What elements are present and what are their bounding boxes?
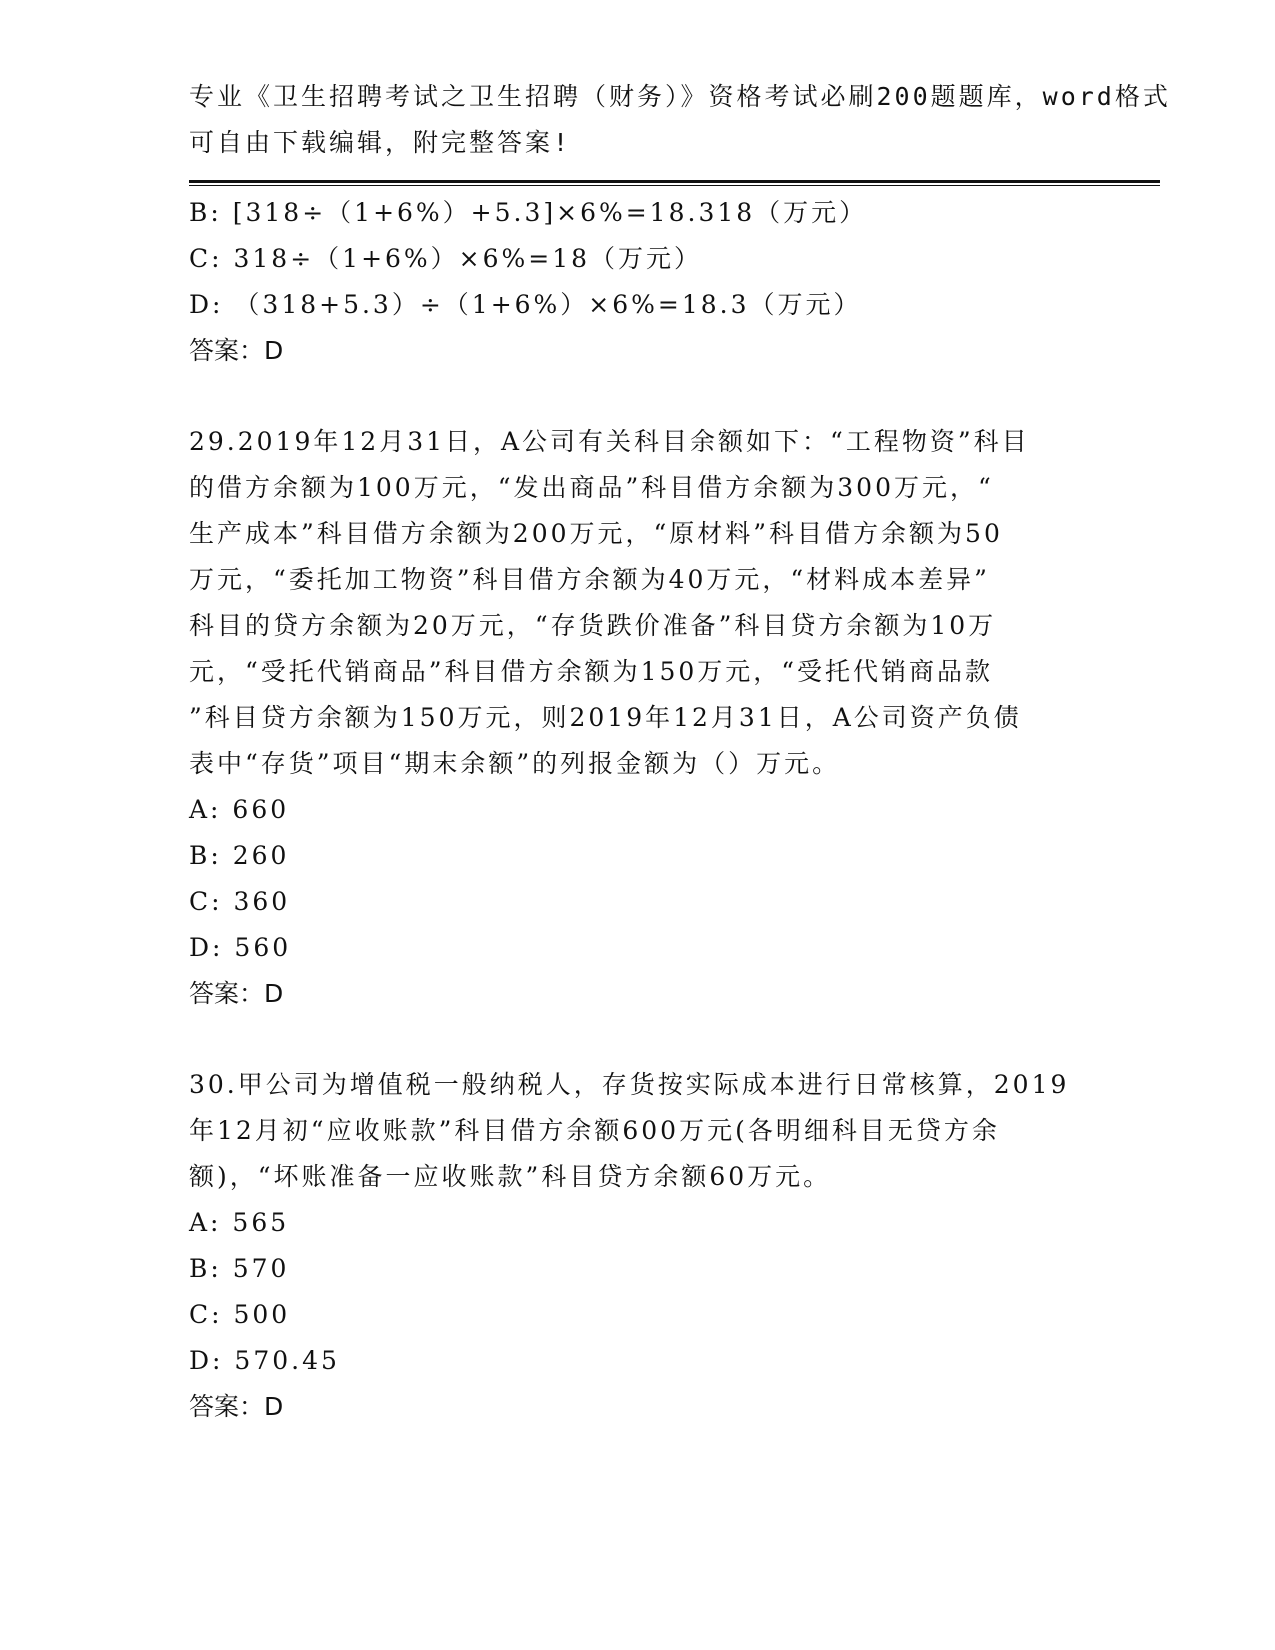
document-header bbox=[189, 74, 1171, 166]
option-a: A: 660 bbox=[189, 795, 290, 824]
question-29 bbox=[189, 419, 1079, 1017]
question-30 bbox=[189, 1062, 1079, 1430]
question-text-line: 30.甲公司为增值税一般纳税人，存货按实际成本进行日常核算，2019 bbox=[189, 1070, 1070, 1099]
question-text-line: 29.2019年12月31日，A公司有关科目余额如下：“工程物资”科目 bbox=[189, 427, 1030, 456]
option-d: D: 560 bbox=[189, 933, 292, 962]
option-d: D: 570.45 bbox=[189, 1346, 340, 1375]
option-b: B: 260 bbox=[189, 841, 290, 870]
question-text-line: 生产成本”科目借方余额为200万元，“原材料”科目借方余额为50 bbox=[189, 519, 1003, 548]
option-b: B: [318÷（1+6%）+5.3]×6%=18.318（万元） bbox=[189, 198, 868, 227]
question-text-line: 的借方余额为100万元，“发出商品”科目借方余额为300万元，“ bbox=[189, 473, 994, 502]
header-line-2: 可自由下载编辑，附完整答案! bbox=[189, 128, 572, 157]
question-text-line: 万元，“委托加工物资”科目借方余额为40万元，“材料成本差异” bbox=[189, 565, 990, 594]
document-body bbox=[189, 190, 1079, 1430]
question-28-tail bbox=[189, 190, 1079, 374]
question-text-line: ”科目贷方余额为150万元，则2019年12月31日，A公司资产负债 bbox=[189, 703, 1022, 732]
question-text-line: 表中“存货”项目“期末余额”的列报金额为（）万元。 bbox=[189, 749, 841, 778]
option-d: D: （318+5.3）÷（1+6%）×6%=18.3（万元） bbox=[189, 290, 862, 319]
question-text-line: 额)，“坏账准备一应收账款”科目贷方余额60万元。 bbox=[189, 1162, 832, 1191]
option-b: B: 570 bbox=[189, 1254, 290, 1283]
answer: 答案：D bbox=[189, 336, 284, 365]
header-divider-thick bbox=[189, 180, 1160, 183]
option-c: C: 360 bbox=[189, 887, 291, 916]
answer: 答案：D bbox=[189, 979, 284, 1008]
option-c: C: 318÷（1+6%）×6%=18（万元） bbox=[189, 244, 703, 273]
question-text-line: 元，“受托代销商品”科目借方余额为150万元，“受托代销商品款 bbox=[189, 657, 994, 686]
question-text-line: 科目的贷方余额为20万元，“存货跌价准备”科目贷方余额为10万 bbox=[189, 611, 997, 640]
header-line-1: 专业《卫生招聘考试之卫生招聘（财务）》资格考试必刷200题题库，word格式 bbox=[189, 82, 1171, 111]
option-c: C: 500 bbox=[189, 1300, 291, 1329]
answer: 答案：D bbox=[189, 1392, 284, 1421]
option-a: A: 565 bbox=[189, 1208, 290, 1237]
header-divider-thin bbox=[189, 185, 1160, 186]
question-text-line: 年12月初“应收账款”科目借方余额600万元(各明细科目无贷方余 bbox=[189, 1116, 1000, 1145]
